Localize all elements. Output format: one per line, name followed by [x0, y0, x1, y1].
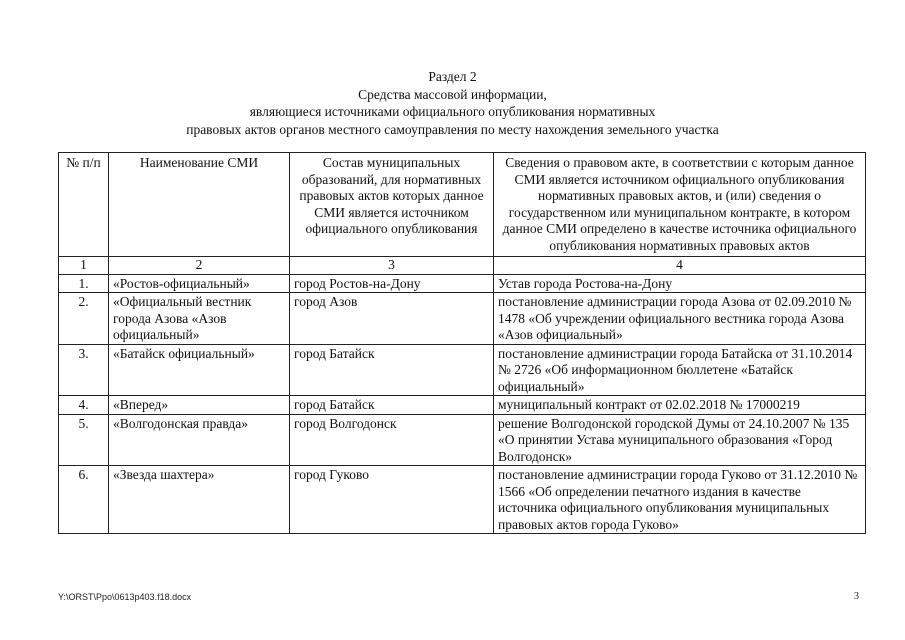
- media-name: «Официальный вестник города Азова «Азов официальный»: [109, 293, 290, 345]
- table-header-row: [59, 153, 866, 257]
- row-number: 1.: [59, 274, 109, 293]
- header-media-name: Наименование СМИ: [109, 153, 290, 257]
- legal-act: постановление администрации города Батайска от 31.10.2014 № 2726 «Об информационном бюллетене «Батайск официальный»: [494, 344, 866, 396]
- row-number: 4.: [59, 396, 109, 415]
- row-number: 3.: [59, 344, 109, 396]
- row-number: 2.: [59, 293, 109, 345]
- municipality: город Батайск: [290, 344, 494, 396]
- media-name: «Вперед»: [109, 396, 290, 415]
- media-name: «Звезда шахтера»: [109, 466, 290, 534]
- table-row: [59, 466, 866, 534]
- table-row: [59, 414, 866, 466]
- municipality: город Волгодонск: [290, 414, 494, 466]
- column-number: 4: [494, 257, 866, 275]
- legal-act: Устав города Ростова-на-Дону: [494, 274, 866, 293]
- municipality: город Гуково: [290, 466, 494, 534]
- column-number-row: [59, 257, 866, 275]
- file-path: Y:\ORST\Ppo\0613p403.f18.docx: [58, 592, 192, 602]
- media-name: «Батайск официальный»: [109, 344, 290, 396]
- header-municipalities: Состав муниципальных образований, для нормативных правовых актов которых данное СМИ является источником официального опубликования: [290, 153, 494, 257]
- heading-line-3: правовых актов органов местного самоуправления по месту нахождения земельного участка: [186, 121, 719, 137]
- row-number: 5.: [59, 414, 109, 466]
- column-number: 3: [290, 257, 494, 275]
- column-number: 1: [59, 257, 109, 275]
- municipality: город Ростов-на-Дону: [290, 274, 494, 293]
- row-number: 6.: [59, 466, 109, 534]
- media-name: «Волгодонская правда»: [109, 414, 290, 466]
- municipality: город Азов: [290, 293, 494, 345]
- header-legal-act: Сведения о правовом акте, в соответствии с которым данное СМИ является источником официального опубликования нормативных правовых актов, и (или) сведения о государственном или муниципальном контракте, в котором данное СМИ определено в качестве источника официального опубликования нормативных правовых актов: [494, 153, 866, 257]
- municipality: город Батайск: [290, 396, 494, 415]
- column-number: 2: [109, 257, 290, 275]
- section-heading: [0, 68, 905, 138]
- legal-act: решение Волгодонской городской Думы от 24.10.2007 № 135 «О принятии Устава муниципального образования «Город Волгодонск»: [494, 414, 866, 466]
- legal-act: муниципальный контракт от 02.02.2018 № 17000219: [494, 396, 866, 415]
- table-row: [59, 344, 866, 396]
- table-row: [59, 396, 866, 415]
- section-title: Раздел 2: [428, 69, 477, 84]
- table-row: [59, 293, 866, 345]
- heading-line-2: являющиеся источниками официального опубликования нормативных: [249, 104, 656, 119]
- header-number: № п/п: [59, 153, 109, 257]
- legal-act: постановление администрации города Гуково от 31.12.2010 № 1566 «Об определении печатного издания в качестве источника официального опубликования муниципальных правовых актов города Гуково»: [494, 466, 866, 534]
- media-name: «Ростов-официальный»: [109, 274, 290, 293]
- table-row: [59, 274, 866, 293]
- media-table: [58, 152, 866, 534]
- heading-line-1: Средства массовой информации,: [358, 86, 547, 102]
- page-number: 3: [854, 591, 859, 602]
- legal-act: постановление администрации города Азова от 02.09.2010 № 1478 «Об учреждении официального вестника города Азова «Азов официальный»: [494, 293, 866, 345]
